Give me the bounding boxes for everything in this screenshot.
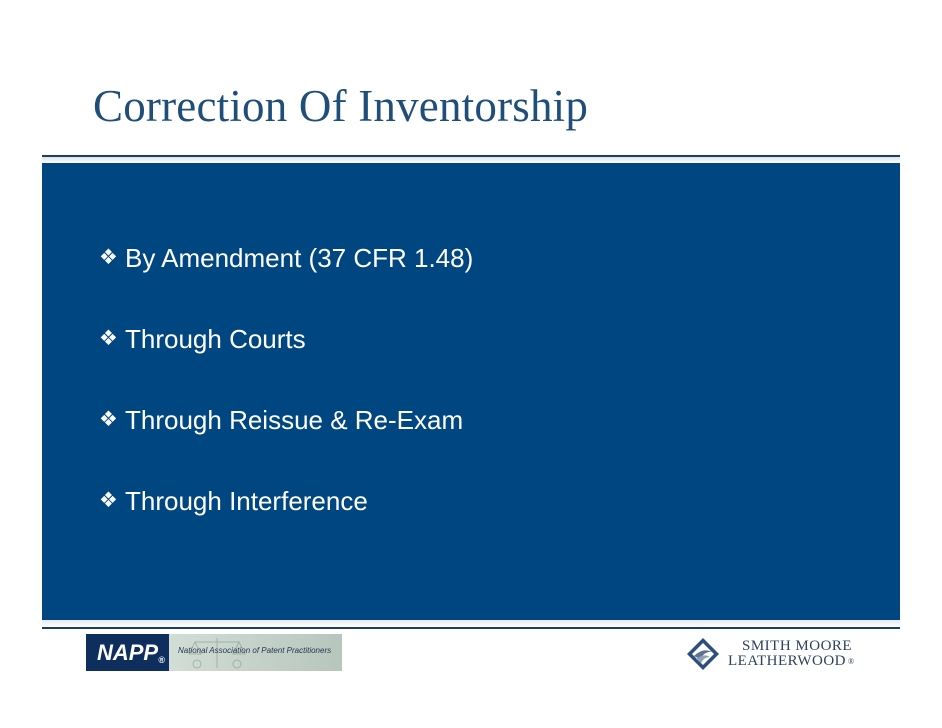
napp-wordmark bbox=[86, 634, 169, 671]
diamond-bullet-icon: ❖ bbox=[99, 327, 118, 350]
diamond-bullet-icon: ❖ bbox=[99, 489, 118, 512]
slide-title: Correction Of Inventorship bbox=[93, 81, 589, 131]
content-panel bbox=[42, 163, 900, 620]
bullet-text: Through Interference bbox=[125, 485, 368, 516]
bottom-divider bbox=[42, 627, 900, 629]
bullet-item bbox=[99, 242, 473, 274]
bullet-text: Through Reissue & Re-Exam bbox=[125, 404, 464, 435]
bullet-text: Through Courts bbox=[125, 323, 306, 354]
bottom-divider-shadow bbox=[42, 620, 900, 627]
napp-wordmark-text: NAPP bbox=[96, 639, 159, 665]
bullet-item bbox=[99, 404, 473, 436]
smith-moore-leatherwood-logo bbox=[686, 634, 855, 674]
diamond-bullet-icon: ❖ bbox=[99, 246, 118, 269]
smith-moore-registered-mark: ® bbox=[848, 657, 855, 667]
smith-moore-wordmark bbox=[728, 639, 855, 669]
napp-tagline: National Association of Patent Practitioners bbox=[178, 646, 332, 655]
bullet-text: By Amendment (37 CFR 1.48) bbox=[125, 242, 474, 273]
diamond-bullet-icon: ❖ bbox=[99, 408, 118, 431]
bullet-item bbox=[99, 323, 473, 355]
napp-banner bbox=[169, 634, 342, 671]
smith-moore-line2-text: LEATHERWOOD bbox=[728, 652, 846, 669]
napp-logo bbox=[86, 634, 342, 671]
bullet-item bbox=[99, 485, 473, 517]
napp-registered-mark: ® bbox=[158, 655, 165, 665]
smith-moore-line2 bbox=[728, 654, 855, 669]
smith-moore-line1: SMITH MOORE bbox=[742, 637, 853, 654]
bullet-list bbox=[99, 242, 473, 566]
smith-moore-diamond-icon bbox=[686, 637, 720, 671]
